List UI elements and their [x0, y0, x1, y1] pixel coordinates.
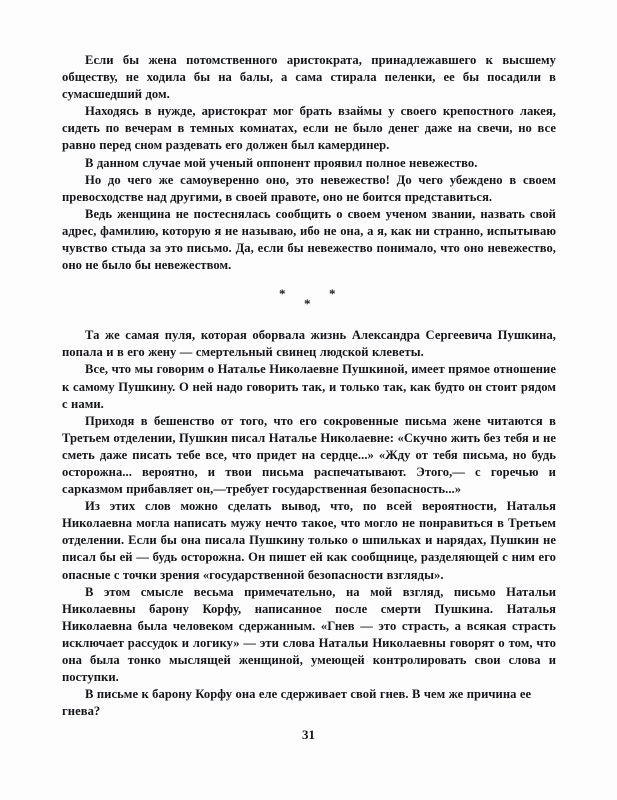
paragraph: В письме к барону Корфу она еле сдерживает свой гнев. В чем же причина ее гнева?	[62, 687, 532, 719]
page-number: 31	[302, 727, 315, 742]
paragraph: Все, что мы говорим о Наталье Николаевне Пушкиной, имеет прямое отношение к самому Пушкину. О ней надо говорить так, и только так, как будто он стоит рядом с нами.	[62, 362, 556, 411]
asterisk-icon: *	[279, 286, 286, 302]
paragraph: Из этих слов можно сделать вывод, что, по всей вероятности, Наталья Николаевна могла написать мужу нечто такое, что могло не понравиться в Третьем отделении. Если бы она писала Пушкину только о шпильках и нарядах, Пушкин не писал бы ей — будь осторожна. Он пишет ей как сообщнице, разделяющей с ним его опасные с точки зрения «государственной безопасности взгляды».	[62, 499, 556, 582]
paragraph: В этом смысле весьма примечательно, на мой взгляд, письмо Натальи Николаевны барону Корфу, написанное после смерти Пушкина. Наталья Николаевна была человеком сдержанным. «Гнев — это страсть, а всякая страсть исключает рассудок и логику» — эти слова Натальи Николаевны говорят о том, что она была тонко мыслящей женщиной, умеющей контролировать свои слова и поступки.	[62, 584, 556, 685]
paragraph: Ведь женщина не постеснялась сообщить о своем ученом звании, назвать свой адрес, фамилию, которую я не называю, ибо не она, а я, как ни странно, испытываю чувство стыда за это письмо. Да, если бы невежество понимало, что оно невежество, оно не было бы невежеством.	[62, 206, 556, 273]
asterisk-icon: *	[329, 286, 336, 302]
asterisk-separator	[62, 283, 556, 319]
paragraph: Но до чего же самоуверенно оно, это невежество! До чего убеждено в своем превосходстве над другими, в своей правоте, оно не боится представиться.	[62, 172, 556, 204]
paragraph: В данном случае мой ученый оппонент проявил полное невежество.	[85, 155, 478, 170]
asterisk-icon: *	[304, 296, 311, 312]
text-column	[62, 52, 556, 720]
paragraph: Та же самая пуля, которая оборвала жизнь Александра Сергеевича Пушкина, попала и в его жену — смертельный свинец людской клеветы.	[62, 328, 556, 360]
paragraph: Находясь в нужде, аристократ мог брать взаймы у своего крепостного лакея, сидеть по вечерам в темных комнатах, если не было денег даже на свечи, но все равно перед сном раздевать его должен был камердинер.	[62, 104, 556, 153]
paragraph: Если бы жена потомственного аристократа, принадлежавшего к высшему обществу, не ходила бы на балы, а сама стирала пеленки, ее бы посадили в сумасшедший дом.	[62, 53, 556, 102]
paragraph: Приходя в бешенство от того, что его сокровенные письма жене читаются в Третьем отделении, Пушкин писал Наталье Николаевне: «Скучно жить без тебя и не сметь даже писать тебе все, что придет на сердце...» «Жду от тебя письма, но будь осторожна... вероятно, и твои письма распечатывают. Этого,— с горечью и сарказмом прибавляет он,—требует государственная безопасность...»	[62, 413, 556, 497]
